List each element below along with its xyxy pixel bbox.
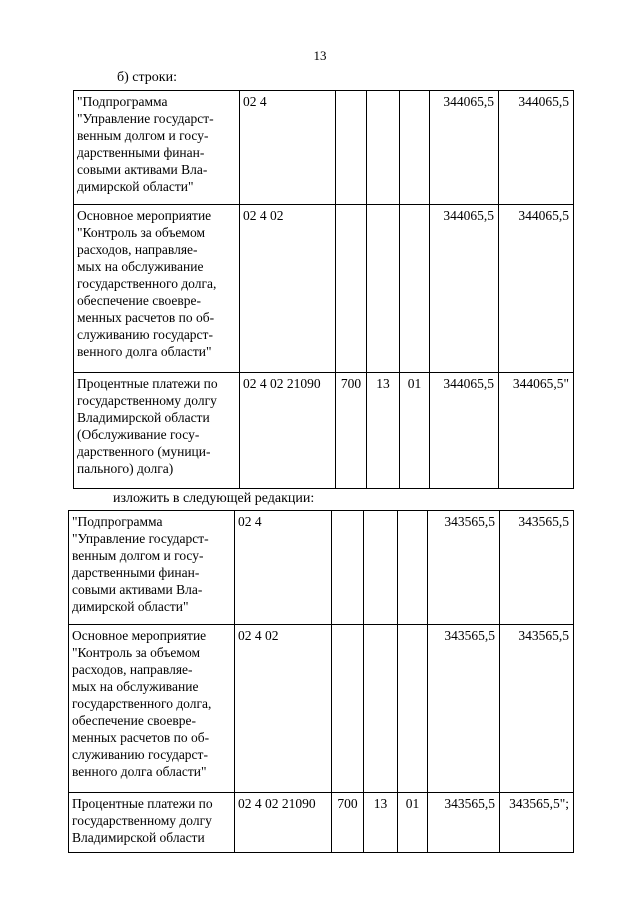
name-line: пального) долга)	[77, 461, 174, 476]
transition-text: изложить в следующей редакции:	[113, 491, 315, 506]
name-line: совыми активами Вла-	[72, 582, 203, 597]
name-line: дарственными финан-	[77, 145, 205, 160]
name-line: государственному долгу	[72, 813, 212, 828]
row-name	[69, 625, 235, 793]
target-code: 02 4 02 21090	[240, 373, 336, 489]
name-line: "Контроль за объемом	[77, 225, 206, 240]
name-line: (Обслуживание госу-	[77, 427, 200, 442]
target-code: 02 4	[240, 91, 336, 205]
name-line: "Подпрограмма	[72, 514, 163, 529]
amount-1: 343565,5	[428, 793, 500, 853]
name-line: мых на обслуживание	[72, 679, 199, 694]
name-line: Владимирской области	[77, 410, 210, 425]
name-line: служиванию государст-	[72, 747, 208, 762]
section	[367, 91, 400, 205]
name-line: "Управление государст-	[72, 531, 209, 546]
name-line: Основное мероприятие	[72, 628, 207, 643]
table-row	[69, 625, 574, 793]
amount-1: 343565,5	[428, 625, 500, 793]
name-line: "Управление государст-	[77, 111, 214, 126]
amount-2: 343565,5";	[500, 793, 574, 853]
name-line: обеспечение своевре-	[72, 713, 197, 728]
table-row	[69, 793, 574, 853]
target-code: 02 4 02 21090	[235, 793, 332, 853]
name-line: Владимирской области	[72, 830, 205, 845]
name-line: менных расчетов по об-	[77, 310, 215, 325]
expense-type	[336, 205, 367, 373]
row-name	[74, 91, 240, 205]
name-line: совыми активами Вла-	[77, 162, 208, 177]
name-line: мых на обслуживание	[77, 259, 204, 274]
name-line: Процентные платежи по	[77, 376, 218, 391]
amount-2: 344065,5	[499, 205, 574, 373]
expense-type: 700	[336, 373, 367, 489]
amount-1: 343565,5	[428, 511, 500, 625]
amount-1: 344065,5	[430, 373, 499, 489]
amount-2: 344065,5	[499, 91, 574, 205]
name-line: димирской области"	[77, 179, 194, 194]
expense-type: 700	[332, 793, 364, 853]
subsection	[400, 205, 430, 373]
amount-2: 343565,5	[500, 625, 574, 793]
amount-2: 344065,5"	[499, 373, 574, 489]
row-name	[69, 793, 235, 853]
name-line: Основное мероприятие	[77, 208, 212, 223]
name-line: венного долга области"	[77, 344, 212, 359]
name-line: дарственными финан-	[72, 565, 200, 580]
subsection	[398, 625, 428, 793]
target-code: 02 4 02	[240, 205, 336, 373]
table-row	[74, 91, 574, 205]
table-row	[69, 511, 574, 625]
section: 13	[364, 793, 398, 853]
target-code: 02 4 02	[235, 625, 332, 793]
name-line: венным долгом и госу-	[77, 128, 209, 143]
name-line: государственному долгу	[77, 393, 217, 408]
name-line: "Подпрограмма	[77, 94, 168, 109]
expense-type	[332, 511, 364, 625]
amount-2: 343565,5	[500, 511, 574, 625]
amount-1: 344065,5	[430, 205, 499, 373]
name-line: государственного долга,	[72, 696, 212, 711]
page-number: 13	[313, 48, 327, 63]
section	[367, 205, 400, 373]
subsection: 01	[400, 373, 430, 489]
name-line: государственного долга,	[77, 276, 217, 291]
name-line: обеспечение своевре-	[77, 293, 202, 308]
name-line: димирской области"	[72, 599, 189, 614]
subsection	[400, 91, 430, 205]
expense-type	[332, 625, 364, 793]
amount-1: 344065,5	[430, 91, 499, 205]
row-name	[74, 205, 240, 373]
name-line: служиванию государст-	[77, 327, 213, 342]
row-name	[69, 511, 235, 625]
row-name	[74, 373, 240, 489]
name-line: дарственного (муници-	[77, 444, 211, 459]
name-line: менных расчетов по об-	[72, 730, 210, 745]
subsection: 01	[398, 793, 428, 853]
old-rows-table	[73, 90, 574, 489]
name-line: Процентные платежи по	[72, 796, 213, 811]
section	[364, 625, 398, 793]
new-rows-table	[68, 510, 574, 853]
name-line: венным долгом и госу-	[72, 548, 204, 563]
subsection	[398, 511, 428, 625]
name-line: расходов, направляе-	[77, 242, 198, 257]
section: 13	[367, 373, 400, 489]
name-line: расходов, направляе-	[72, 662, 193, 677]
section	[364, 511, 398, 625]
name-line: венного долга области"	[72, 764, 207, 779]
expense-type	[336, 91, 367, 205]
name-line: "Контроль за объемом	[72, 645, 201, 660]
target-code: 02 4	[235, 511, 332, 625]
table-row	[74, 373, 574, 489]
intro-text: б) строки:	[117, 70, 177, 85]
table-row	[74, 205, 574, 373]
